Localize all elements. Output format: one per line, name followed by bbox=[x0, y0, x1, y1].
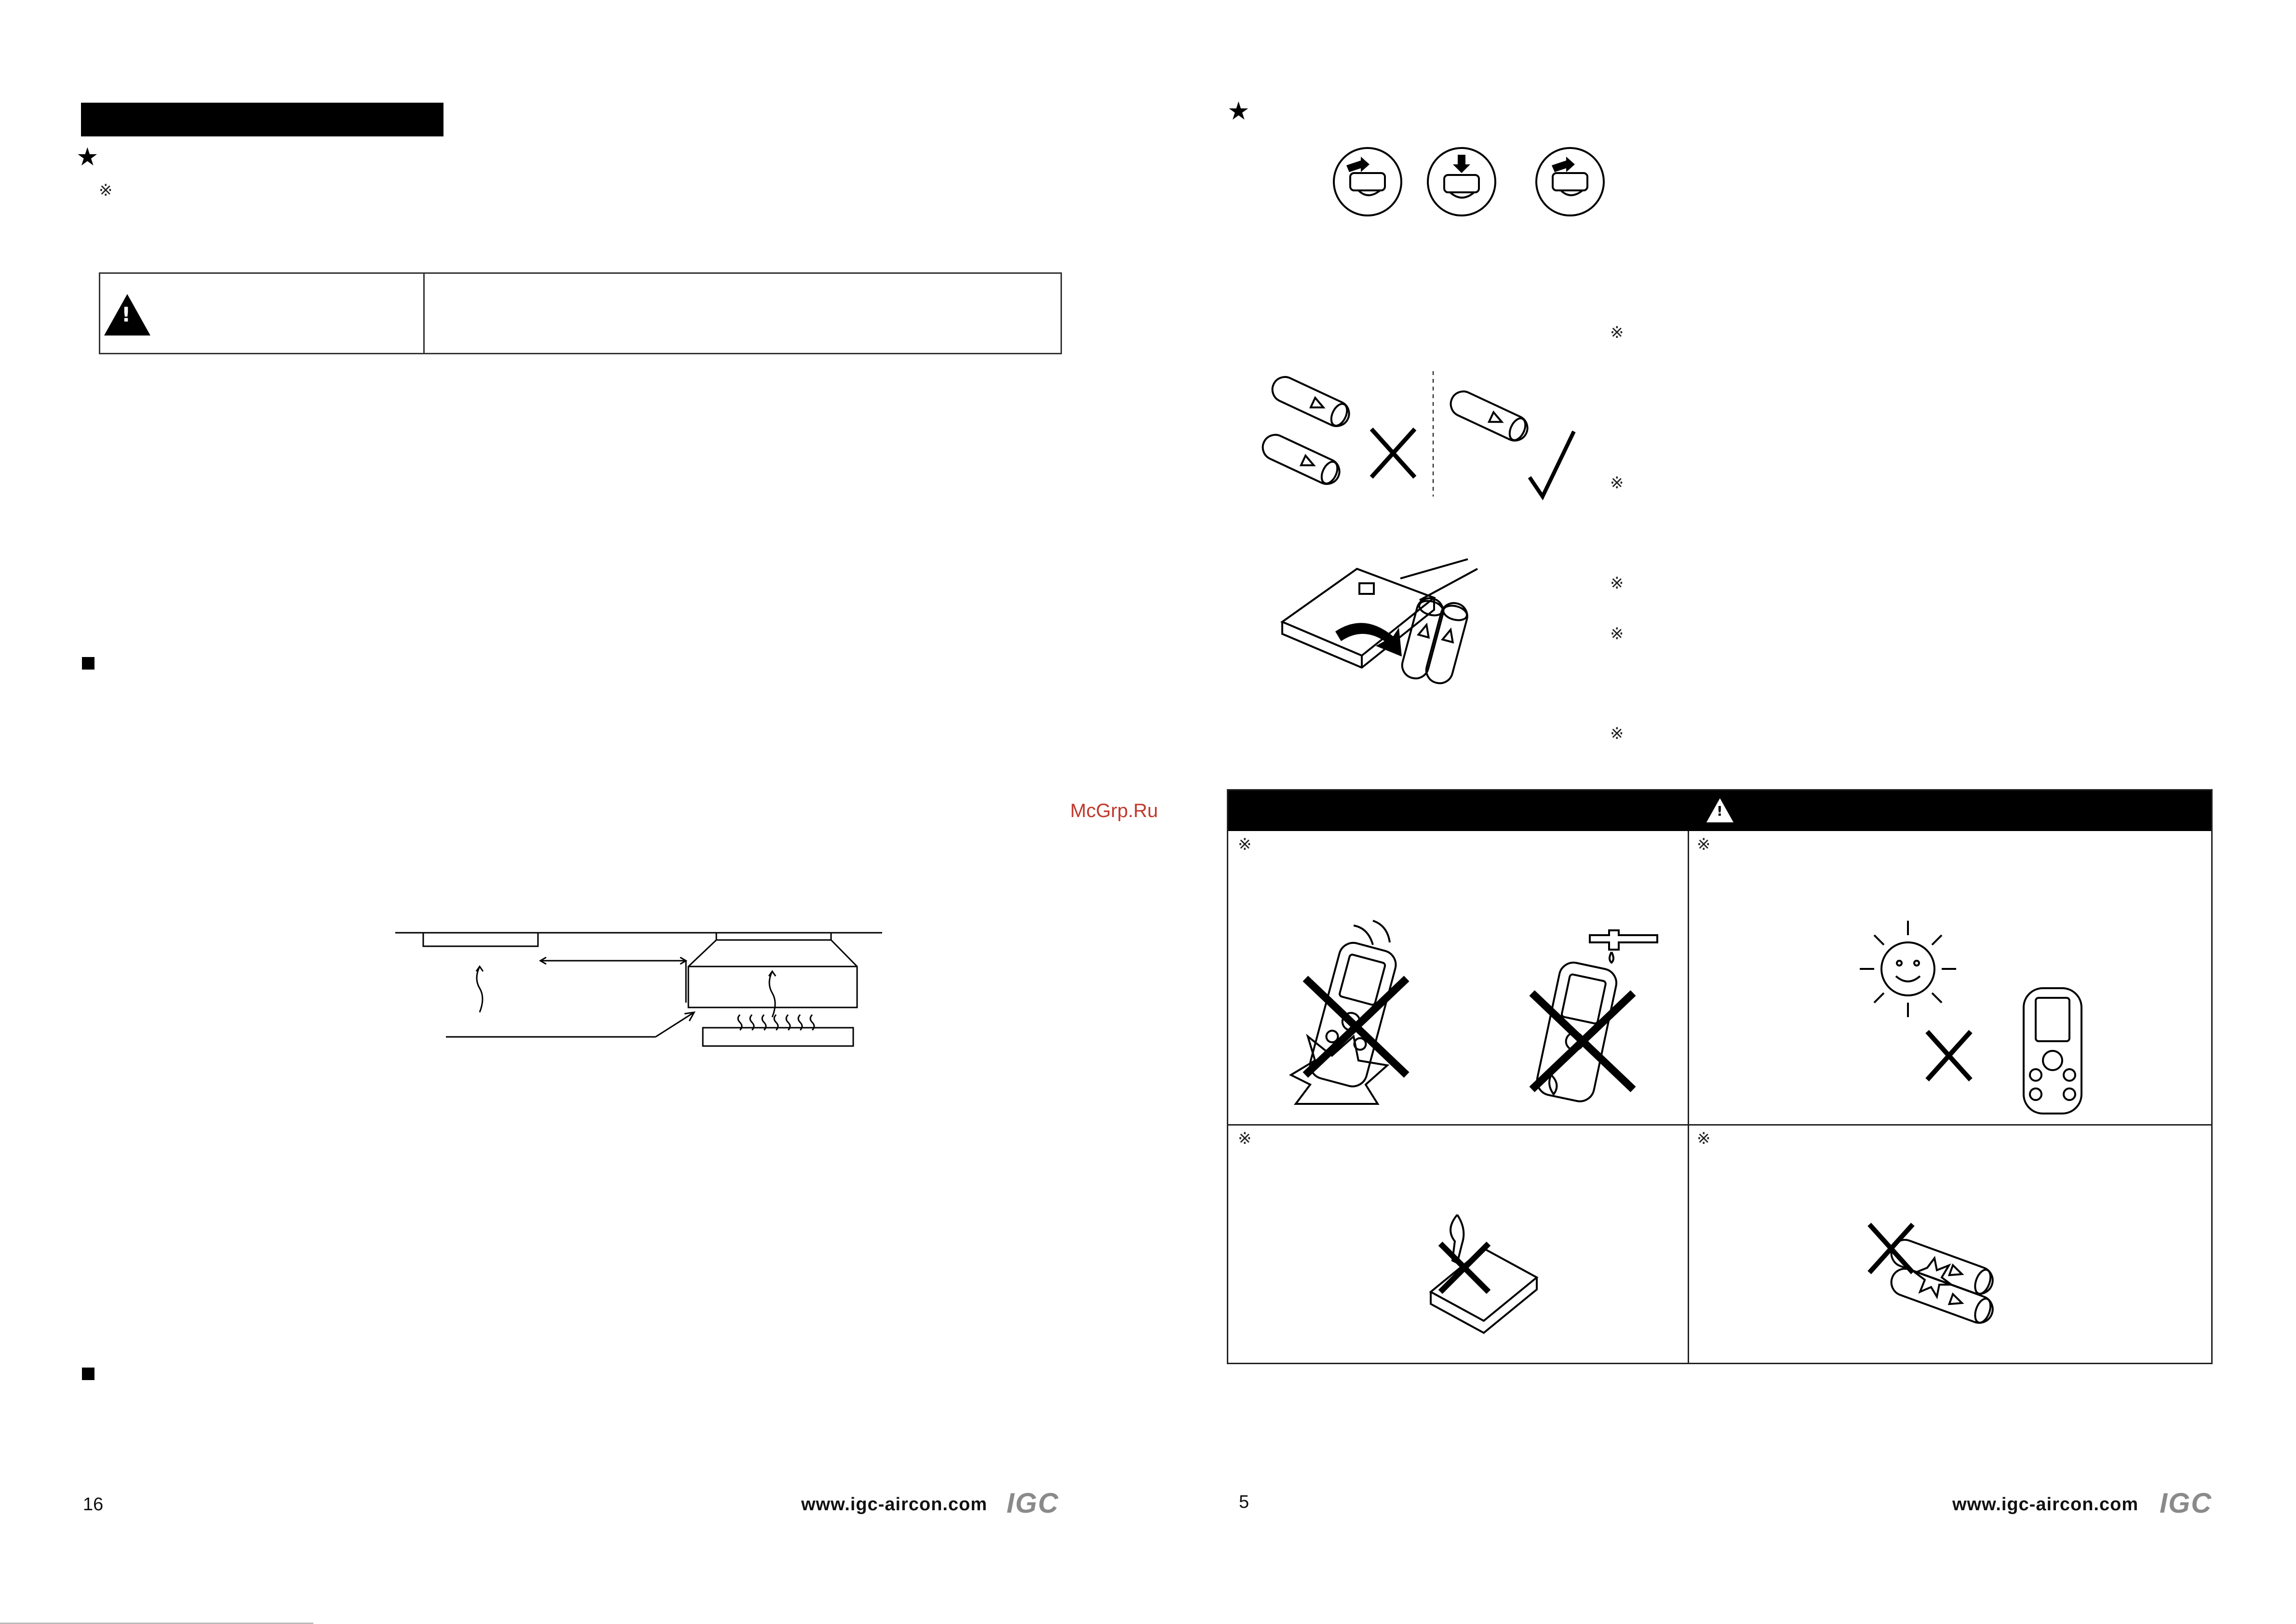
caution-grid-horizontal-divider bbox=[1228, 1124, 2211, 1126]
battery-insertion-diagram bbox=[1280, 554, 1521, 738]
left-star-icon: ★ bbox=[76, 143, 99, 172]
caution-note-mark-4: ※ bbox=[1697, 1129, 1711, 1148]
caution-panel bbox=[1227, 789, 2213, 1364]
left-page-title-bar bbox=[81, 103, 443, 136]
right-star-icon: ★ bbox=[1227, 97, 1250, 126]
left-brand-logo: IGC bbox=[1007, 1488, 1060, 1519]
battery-cover-removal-step-3-icon bbox=[1534, 146, 1606, 217]
right-note-mark-2: ※ bbox=[1610, 473, 1624, 493]
warning-triangle-symbol: ! bbox=[121, 303, 131, 326]
right-note-mark-3: ※ bbox=[1610, 574, 1624, 593]
caution-warning-symbol: ! bbox=[1717, 803, 1723, 819]
no-battery-short-circuit-icon bbox=[1869, 1220, 2014, 1335]
left-section-bullet-2 bbox=[82, 1368, 94, 1380]
battery-polarity-diagram bbox=[1256, 362, 1588, 506]
installation-clearance-diagram bbox=[395, 926, 887, 1051]
left-warning-table-divider bbox=[423, 274, 425, 353]
battery-cover-removal-step-2-icon bbox=[1426, 146, 1497, 217]
left-section-bullet-1 bbox=[82, 657, 94, 670]
left-warning-table bbox=[99, 272, 1062, 354]
left-website-link[interactable]: www.igc-aircon.com bbox=[801, 1494, 988, 1515]
left-note-mark: ※ bbox=[99, 181, 113, 200]
caution-header-bar bbox=[1228, 791, 2211, 831]
right-note-mark-4: ※ bbox=[1610, 624, 1624, 644]
right-note-mark-1: ※ bbox=[1610, 323, 1624, 342]
no-sunlight-remote-icon bbox=[1855, 916, 2096, 1118]
caution-note-mark-3: ※ bbox=[1238, 1129, 1252, 1148]
caution-note-mark-2: ※ bbox=[1697, 835, 1711, 854]
no-water-remote-icon bbox=[1513, 916, 1667, 1109]
no-sharp-object-remote-icon bbox=[1411, 1205, 1556, 1350]
right-page-number: 5 bbox=[1239, 1492, 1249, 1512]
caution-grid-vertical-divider bbox=[1688, 831, 1689, 1364]
caution-note-mark-1: ※ bbox=[1238, 835, 1252, 854]
right-note-mark-5: ※ bbox=[1610, 724, 1624, 743]
right-website-link[interactable]: www.igc-aircon.com bbox=[1952, 1494, 2139, 1515]
battery-cover-removal-step-1-icon bbox=[1332, 146, 1403, 217]
right-brand-logo: IGC bbox=[2160, 1488, 2213, 1519]
left-page-number: 16 bbox=[83, 1494, 104, 1515]
watermark-text: McGrp.Ru bbox=[1070, 800, 1158, 821]
no-drop-remote-icon bbox=[1281, 916, 1426, 1109]
